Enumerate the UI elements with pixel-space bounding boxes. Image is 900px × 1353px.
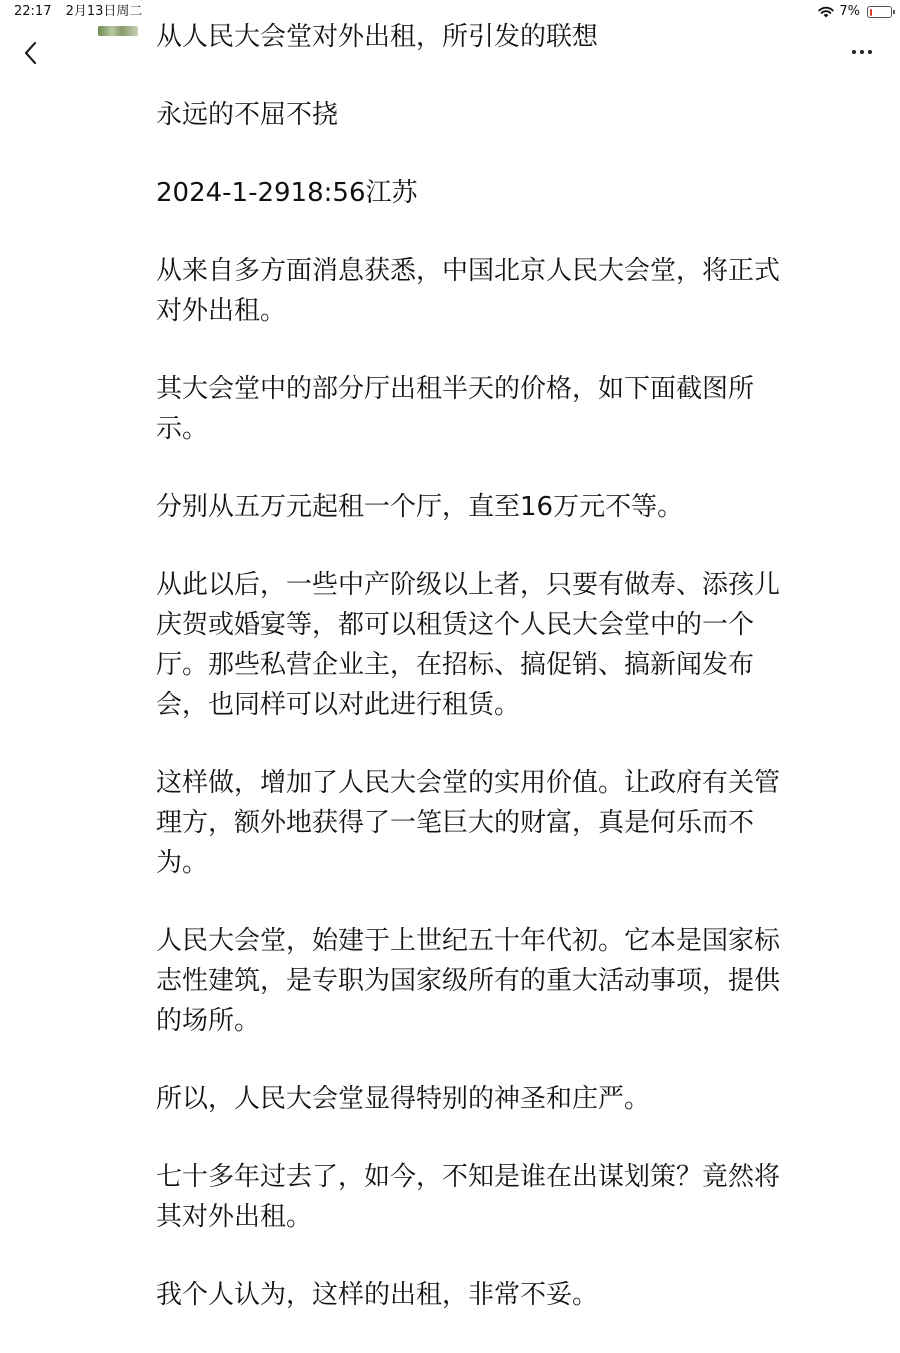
wifi-icon bbox=[818, 6, 834, 18]
status-date: 2月13日周二 bbox=[65, 4, 143, 19]
article-paragraph: 从来自多方面消息获悉，中国北京人民大会堂，将正式对外出租。 bbox=[156, 256, 781, 326]
avatar[interactable] bbox=[98, 26, 138, 36]
article-paragraph: 这样做，增加了人民大会堂的实用价值。让政府有关管理方，额外地获得了一笔巨大的财富，真是何乐而不为。 bbox=[156, 768, 781, 878]
battery-icon bbox=[867, 6, 892, 18]
status-time: 22:17 bbox=[14, 4, 52, 19]
article-paragraph: 其大会堂中的部分厅出租半天的价格，如下面截图所示。 bbox=[156, 374, 755, 444]
article-meta: 2024-1-2918:56江苏 bbox=[156, 178, 418, 208]
status-time-date bbox=[14, 0, 142, 24]
article-paragraph: 从此以后，一些中产阶级以上者，只要有做寿、添孩儿庆贺或婚宴等，都可以租赁这个人民大会堂中的一个厅。那些私营企业主，在招标、搞促销、搞新闻发布会，也同样可以对此进行租赁。 bbox=[156, 570, 781, 720]
article-paragraph: 人民大会堂，始建于上世纪五十年代初。它本是国家标志性建筑，是专职为国家级所有的重大活动事项，提供的场所。 bbox=[156, 926, 781, 1036]
article-paragraph: 分别从五万元起租一个厅，直至16万元不等。 bbox=[156, 492, 684, 522]
battery-percent: 7% bbox=[839, 4, 860, 19]
battery-fill bbox=[870, 9, 872, 16]
status-indicators bbox=[818, 0, 892, 24]
article-paragraph: 所以，人民大会堂显得特别的神圣和庄严。 bbox=[156, 1084, 651, 1114]
more-dot bbox=[868, 50, 872, 54]
back-button[interactable] bbox=[18, 38, 44, 68]
article-author: 永远的不屈不挠 bbox=[156, 100, 339, 130]
chevron-left-icon bbox=[18, 38, 44, 68]
article-title: 从人民大会堂对外出租，所引发的联想 bbox=[156, 22, 599, 52]
article-paragraph: 七十多年过去了，如今，不知是谁在出谋划策？竟然将其对外出租。 bbox=[156, 1162, 781, 1232]
article-paragraph: 我个人认为，这样的出租，非常不妥。 bbox=[156, 1280, 599, 1310]
article-body bbox=[156, 17, 792, 1353]
more-dot bbox=[860, 50, 864, 54]
more-options-button[interactable] bbox=[848, 40, 876, 64]
more-dots-icon bbox=[852, 50, 856, 54]
